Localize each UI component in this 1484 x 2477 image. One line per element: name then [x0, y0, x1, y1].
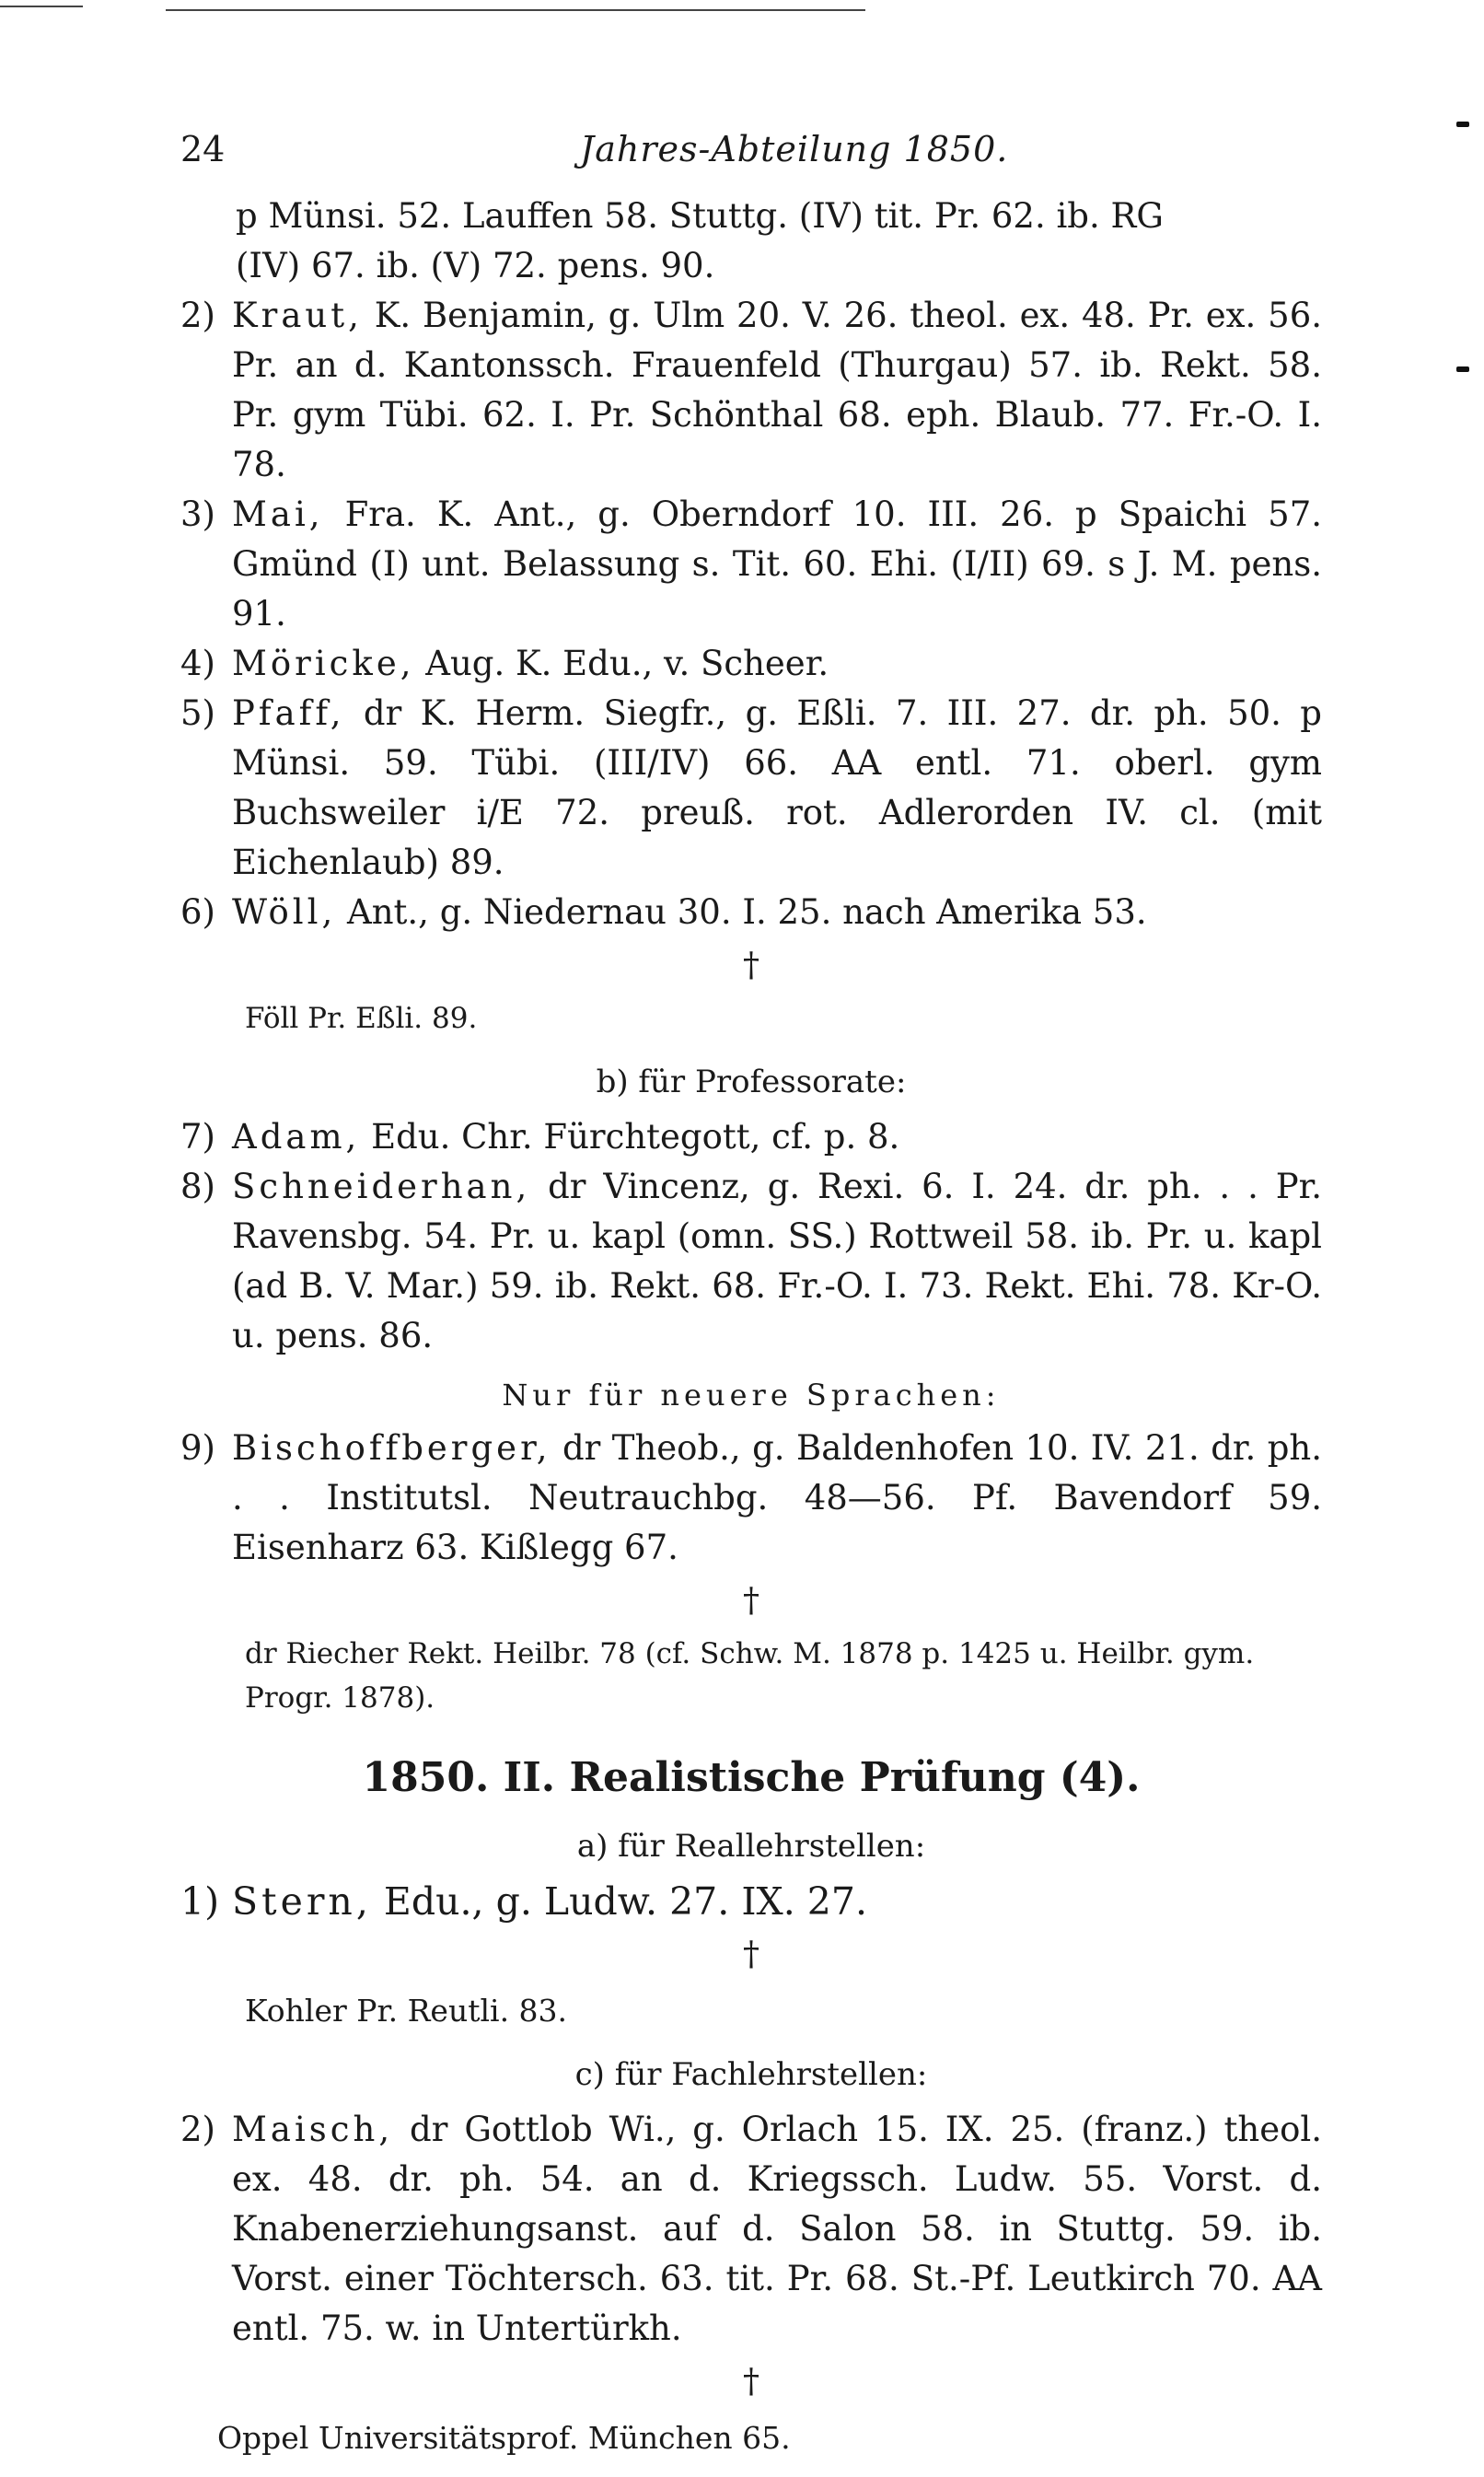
entry-number: 9) [180, 1428, 215, 1468]
entry-text: Aug. K. Edu., v. Scheer. [425, 644, 829, 683]
top-rule-right [166, 9, 865, 11]
page-body [180, 192, 1322, 2477]
cross-mark: † [743, 947, 759, 984]
entry-text: K. Benjamin, g. Ulm 20. V. 26. theol. ex. 48. Pr. ex. 56. Pr. an d. Kantonssch. Frauenfeld (Thurgau) 57. ib. Rekt. 58. Pr. gym Tübi. 62. I. Pr. Schönthal 68. eph. Blaub. 77. Fr.-O. I. 78. [232, 296, 1323, 484]
subsection-heading: b) für Professorate: [596, 1064, 907, 1100]
entry-name: Pfaff, [232, 693, 345, 733]
entry-text: dr K. Herm. Siegfr., g. Eßli. 7. III. 27. dr. ph. 50. p Münsi. 59. Tübi. (III/IV) 66. AA entl. 71. oberl. gym Buchsweiler i/E 72. preuß. rot. Adlerorden IV. cl. (mit Eichenlaub) 89. [232, 693, 1322, 882]
entry-5-pfaff [180, 689, 1322, 888]
entry-8-schneiderhan [180, 1162, 1322, 1361]
entry-text: Edu., g. Ludw. 27. IX. 27. [383, 1879, 867, 1924]
entry-name: Mai, [232, 494, 324, 534]
entry-name: Bischoffberger, [232, 1428, 551, 1468]
entry-2-kraut [180, 291, 1322, 490]
margin-mark-middle [1456, 366, 1469, 372]
margin-mark-top [1456, 122, 1469, 127]
intro-line-1: p Münsi. 52. Lauffen 58. Stuttg. (IV) tit. Pr. 62. ib. RG [236, 196, 1164, 236]
page-number: 24 [180, 129, 226, 169]
entry-number: 4) [180, 644, 215, 683]
entry-number: 7) [180, 1117, 215, 1157]
subsection-heading: a) für Reallehrstellen: [576, 1828, 926, 1865]
running-head: Jahres-Abteilung 1850. [580, 129, 1009, 169]
entry-number: 8) [180, 1167, 215, 1206]
entry-2-maisch [180, 2105, 1322, 2354]
entry-text: Ant., g. Niedernau 30. I. 25. nach Amerika 53. [347, 892, 1147, 932]
death-note: Kohler Pr. Reutli. 83. [245, 1993, 568, 2029]
top-rule-left [0, 6, 83, 7]
section-heading: 1850. II. Realistische Prüfung (4). [362, 1754, 1141, 1801]
entry-name: Möricke, [232, 644, 415, 683]
entry-name: Stern, [232, 1879, 372, 1924]
entry-name: Adam, [232, 1117, 361, 1157]
cross-mark: † [743, 1582, 759, 1620]
entry-7-adam [180, 1112, 1322, 1162]
entry-name: Maisch, [232, 2110, 394, 2149]
entry-9-bischoffberger [180, 1424, 1322, 1573]
death-note: Oppel Universitätsprof. München 65. [217, 2420, 791, 2456]
subsection-heading: c) für Fachlehrstellen: [574, 2056, 928, 2093]
entry-text: dr Gottlob Wi., g. Orlach 15. IX. 25. (franz.) theol. ex. 48. dr. ph. 54. an d. Kriegssch. Ludw. 55. Vorst. d. Knabenerziehungsanst. auf d. Salon 58. in Stuttg. 59. ib. Vorst. einer Töchtersch. 63. tit. Pr. 68. St.-Pf. Leutkirch 70. AA entl. 75. w. in Untertürkh. [232, 2110, 1323, 2348]
entry-text: dr Vincenz, g. Rexi. 6. I. 24. dr. ph. . . Pr. Ravensbg. 54. Pr. u. kapl (omn. SS.) Rottweil 58. ib. Pr. u. kapl (ad B. V. Mar.) 59. ib. Rekt. 68. Fr.-O. I. 73. Rekt. Ehi. 78. Kr-O. u. pens. 86. [232, 1167, 1322, 1355]
intro-line-2: (IV) 67. ib. (V) 72. pens. 90. [236, 246, 715, 285]
intro-paragraph [180, 192, 1322, 291]
entry-name: Kraut, [232, 296, 363, 335]
entry-number: 2) [180, 2110, 215, 2149]
entry-number: 3) [180, 494, 215, 534]
entry-text: Fra. K. Ant., g. Oberndorf 10. III. 26. p Spaichi 57. Gmünd (I) unt. Belassung s. Tit. 60. Ehi. (I/II) 69. s J. M. pens. 91. [232, 494, 1322, 634]
subsection-heading: Nur für neuere Sprachen: [502, 1378, 1001, 1413]
cross-mark: † [743, 1936, 759, 1973]
entry-1-stern [180, 1877, 1322, 1926]
entry-name: Wöll, [232, 892, 337, 932]
entry-number: 5) [180, 693, 215, 733]
entry-6-woell [180, 888, 1322, 937]
entry-3-mai [180, 490, 1322, 639]
entry-text: Edu. Chr. Fürchtegott, cf. p. 8. [371, 1117, 900, 1157]
cross-mark: † [743, 2363, 759, 2401]
entry-number: 6) [180, 892, 215, 932]
entry-text: dr Theob., g. Baldenhofen 10. IV. 21. dr. ph. . . Institutsl. Neutrauchbg. 48—56. Pf. Bavendorf 59. Eisenharz 63. Kißlegg 67. [232, 1428, 1322, 1567]
death-note: Föll Pr. Eßli. 89. [245, 1002, 478, 1035]
entry-number: 1) [180, 1879, 220, 1924]
entry-4-moericke [180, 639, 1322, 689]
death-note: dr Riecher Rekt. Heilbr. 78 (cf. Schw. M. 1878 p. 1425 u. Heilbr. gym. Progr. 1878). [245, 1637, 1255, 1715]
entry-name: Schneiderhan, [232, 1167, 531, 1206]
entry-number: 2) [180, 296, 215, 335]
